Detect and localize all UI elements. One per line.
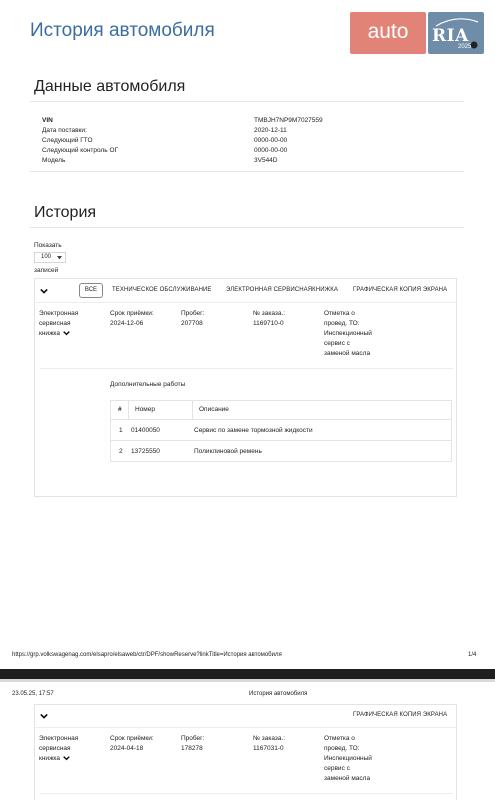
table-header-number: Номер [135, 406, 156, 413]
entry2-note-line1: Отметка о [324, 735, 355, 742]
entry2-type-line2: сервисная [39, 745, 71, 752]
model-label: Модель [42, 157, 66, 164]
tab-all[interactable]: ВСЕ [79, 283, 103, 298]
entry2-date-label: Срок приёмки: [110, 735, 154, 742]
collapse-chevron-icon-2[interactable] [40, 712, 48, 720]
entry-mileage-label: Пробег: [181, 310, 205, 317]
entry2-expand-chevron-icon[interactable] [63, 755, 70, 761]
show-label: Показать [34, 242, 62, 249]
car-data-bottom-divider [30, 171, 464, 172]
table-col-line [192, 400, 193, 419]
entry-note-line1: Отметка о [324, 310, 355, 317]
entry-separator [40, 368, 453, 369]
history-card-2 [34, 704, 457, 800]
car-data-divider [30, 101, 464, 102]
next-gto-label: Следующий ГТО [42, 137, 93, 144]
history-card [34, 278, 457, 497]
extra-works-title: Дополнительные работы [110, 381, 186, 388]
delivery-date-value: 2020-12-11 [254, 127, 287, 134]
select-arrow-icon [57, 256, 62, 260]
table-col-line [128, 400, 129, 419]
entry-order-label: № заказа.: [253, 310, 286, 317]
entry2-note-line3: Инспекционный [324, 755, 372, 762]
entry-type-line2: сервисная [39, 320, 71, 327]
entry-date-label: Срок приёмки: [110, 310, 154, 317]
delivery-date-label: Дата поставки: [42, 127, 87, 134]
entry2-mileage-value: 178278 [181, 745, 203, 752]
print-doc-title: История автомобиля [249, 691, 308, 697]
next-emission-check-label: Следующий контроль ОГ [42, 147, 119, 154]
collapse-chevron-icon[interactable] [40, 287, 48, 295]
entry2-type-line1: Электронная [39, 735, 79, 742]
entry-type-line3: книжка [39, 330, 61, 337]
print-page-number: 1/4 [468, 652, 477, 658]
tab-service-book[interactable]: ЭЛЕКТРОННАЯ СЕРВИСНАЯКНИЖКА [226, 287, 338, 293]
entry2-note-line2: провед. ТО: [324, 745, 360, 752]
table-row-desc: Сервис по замене тормозной жидкости [194, 427, 313, 434]
table-header-line [110, 419, 452, 420]
table-row-number: 13725550 [131, 448, 160, 455]
logo-auto-text: auto [350, 12, 426, 54]
autoria-logo [350, 12, 484, 54]
records-label: записей [34, 267, 59, 274]
table-row-num: 2 [119, 448, 123, 455]
entry-note-line5: заменой масла [324, 350, 371, 357]
entry2-note-line4: сервис с [324, 765, 350, 772]
entry2-note-line5: заменой масла [324, 775, 371, 782]
page-size-value: 100 [41, 254, 52, 260]
table-header-num: # [118, 406, 122, 413]
page-size-select[interactable] [34, 252, 66, 263]
table-row-number: 01400050 [131, 427, 160, 434]
print-url: https://grp.volkswagenag.com/elsapro/elsaweb/ctr/DPF/showReserve?linkTitle=История автомобиля [12, 652, 282, 658]
tabs-divider-2 [34, 727, 457, 728]
entry-expand-chevron-icon[interactable] [63, 330, 70, 336]
tab-maintenance[interactable]: ТЕХНИЧЕСКОЕ ОБСЛУЖИВАНИЕ [112, 287, 212, 293]
logo-ria-sub: 2025 [458, 44, 472, 50]
logo-ria-block [428, 12, 484, 54]
entry-type-line1: Электронная [39, 310, 79, 317]
page-break-strip [0, 679, 495, 682]
tab-graphic-copy[interactable]: ГРАФИЧЕСКАЯ КОПИЯ ЭКРАНА [353, 287, 448, 293]
entry2-type-line3: книжка [39, 755, 61, 762]
entry-note-line4: сервис с [324, 340, 350, 347]
entry-note-line3: Инспекционный [324, 330, 372, 337]
table-row-line [110, 440, 452, 441]
entry-date-value: 2024-12-06 [110, 320, 144, 327]
model-value: 3V544D [254, 157, 278, 164]
page-title: История автомобиля [30, 20, 215, 41]
entry2-mileage-label: Пробег: [181, 735, 205, 742]
history-divider [30, 227, 464, 228]
entry2-separator [40, 793, 453, 794]
tabs-divider [34, 302, 457, 303]
print-datetime: 23.05.25, 17:57 [12, 691, 54, 697]
next-emission-check-value: 0000-00-00 [254, 147, 288, 154]
entry2-date-value: 2024-04-18 [110, 745, 144, 752]
vin-label: VIN [42, 117, 53, 124]
vin-value: TMBJH7NP9M7027559 [254, 117, 323, 124]
entry2-order-value: 1167031-0 [253, 745, 284, 752]
page-break-band [0, 669, 495, 679]
tab-graphic-copy-2[interactable]: ГРАФИЧЕСКАЯ КОПИЯ ЭКРАНА [353, 712, 448, 718]
entry2-order-label: № заказа.: [253, 735, 286, 742]
logo-ria-text: RIA [432, 26, 469, 46]
next-gto-value: 0000-00-00 [254, 137, 288, 144]
entry-order-value: 1169710-0 [253, 320, 284, 327]
car-data-title: Данные автомобиля [34, 78, 186, 95]
table-header-desc: Описание [199, 406, 229, 413]
table-row-num: 1 [119, 427, 123, 434]
history-title: История [34, 204, 97, 221]
entry-note-line2: провед. ТО: [324, 320, 360, 327]
table-row-desc: Поликлиновой ремень [194, 448, 262, 455]
entry-mileage-value: 207708 [181, 320, 203, 327]
